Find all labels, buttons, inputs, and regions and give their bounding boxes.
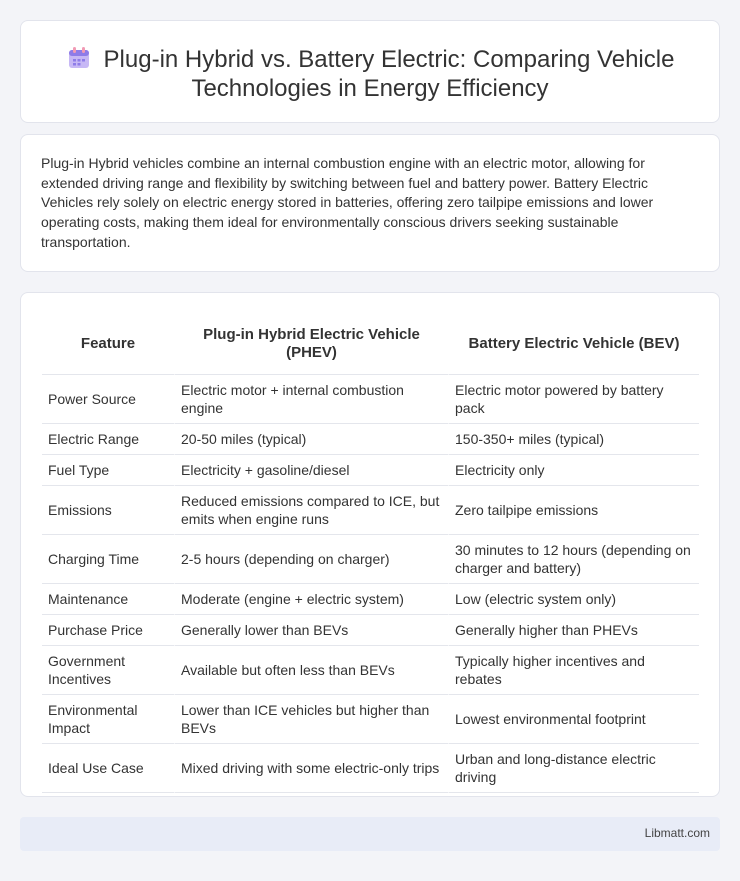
intro-text: Plug-in Hybrid vehicles combine an internal combustion engine with an electric motor, allowing for extended driving range and flexibility by switching between fuel and battery power. Battery Electric Vehicles rely solely on electric energy stored in batteries, offering zero tailpipe emissions and lower operating costs, making them ideal for environmentally conscious drivers seeking sustainable transportation. [41, 155, 654, 250]
row-feature: Ideal Use Case [42, 744, 174, 793]
row-feature: Environmental Impact [42, 695, 174, 744]
table-row [42, 424, 699, 455]
footer-bar [20, 817, 720, 851]
table-row [42, 615, 699, 646]
row-phev: Electricity + gasoline/diesel [174, 455, 448, 486]
header-card [20, 20, 720, 123]
row-feature: Maintenance [42, 584, 174, 615]
row-phev: Available but often less than BEVs [174, 646, 448, 695]
table-row [42, 584, 699, 615]
row-bev: Zero tailpipe emissions [448, 486, 699, 535]
header-bev: Battery Electric Vehicle (BEV) [448, 313, 699, 375]
row-bev: 30 minutes to 12 hours (depending on charger and battery) [448, 535, 699, 584]
row-bev: Electric motor powered by battery pack [448, 375, 699, 424]
row-feature: Electric Range [42, 424, 174, 455]
row-bev: Urban and long-distance electric driving [448, 744, 699, 793]
header-phev: Plug-in Hybrid Electric Vehicle (PHEV) [174, 313, 448, 375]
page-title: Plug-in Hybrid vs. Battery Electric: Comparing Vehicle Technologies in Energy Efficiency [103, 46, 675, 102]
row-bev: 150-350+ miles (typical) [448, 424, 699, 455]
table-header-row [42, 313, 699, 375]
page-title-wrap [61, 45, 679, 103]
row-feature: Charging Time [42, 535, 174, 584]
comparison-card [20, 292, 720, 797]
row-bev: Lowest environmental footprint [448, 695, 699, 744]
row-feature: Purchase Price [42, 615, 174, 646]
row-phev: Electric motor + internal combustion engine [174, 375, 448, 424]
row-feature: Fuel Type [42, 455, 174, 486]
table-row [42, 375, 699, 424]
comparison-table [42, 313, 699, 793]
intro-card [20, 134, 720, 272]
table-row [42, 455, 699, 486]
row-feature: Power Source [42, 375, 174, 424]
row-phev: 2-5 hours (depending on charger) [174, 535, 448, 584]
row-bev: Typically higher incentives and rebates [448, 646, 699, 695]
table-row [42, 744, 699, 793]
table-row [42, 695, 699, 744]
row-bev: Electricity only [448, 455, 699, 486]
table-row [42, 535, 699, 584]
row-phev: Mixed driving with some electric-only trips [174, 744, 448, 793]
header-feature: Feature [42, 313, 174, 375]
row-phev: Lower than ICE vehicles but higher than BEVs [174, 695, 448, 744]
footer-brand: Libmatt.com [644, 826, 710, 840]
table-row [42, 646, 699, 695]
row-phev: Moderate (engine + electric system) [174, 584, 448, 615]
row-bev: Low (electric system only) [448, 584, 699, 615]
row-bev: Generally higher than PHEVs [448, 615, 699, 646]
table-row [42, 486, 699, 535]
row-phev: 20-50 miles (typical) [174, 424, 448, 455]
row-phev: Reduced emissions compared to ICE, but emits when engine runs [174, 486, 448, 535]
row-phev: Generally lower than BEVs [174, 615, 448, 646]
calendar-icon [66, 45, 92, 71]
row-feature: Government Incentives [42, 646, 174, 695]
row-feature: Emissions [42, 486, 174, 535]
